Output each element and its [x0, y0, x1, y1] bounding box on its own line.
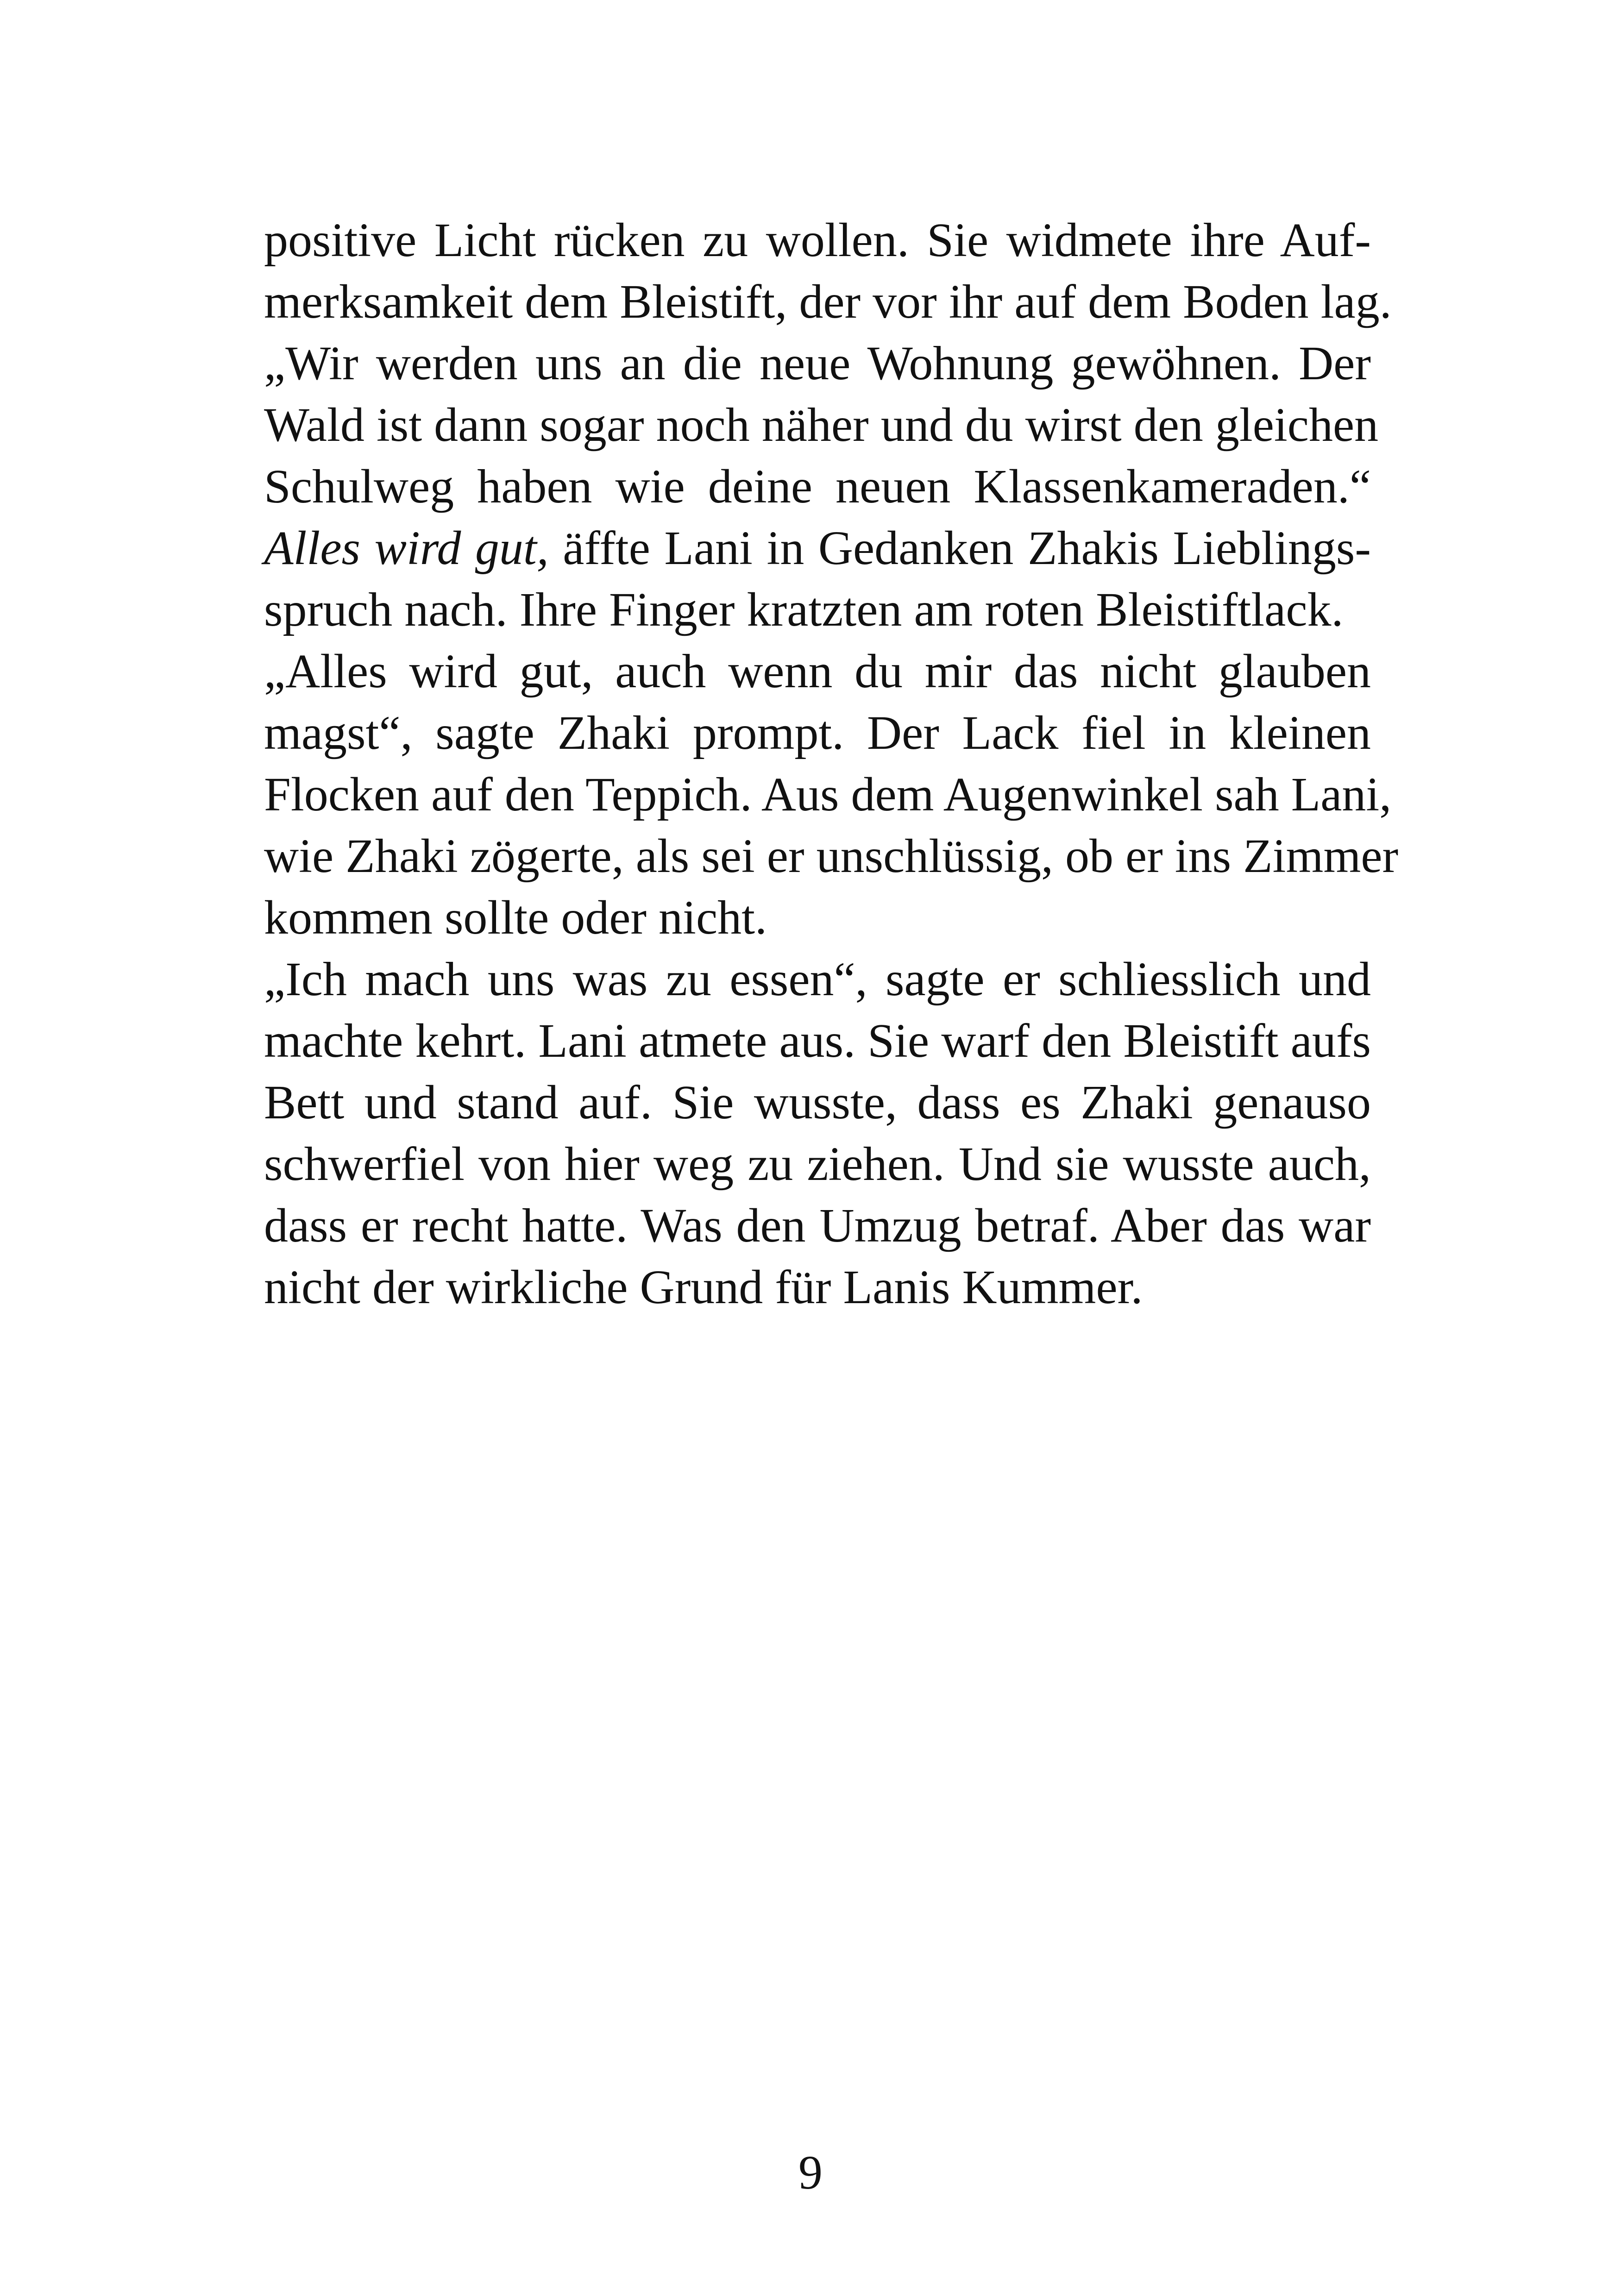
text-line: machte kehrt. Lani atmete aus. Sie warf den Bleistift aufs [264, 1014, 1371, 1067]
text-line: magst“, sagte Zhaki prompt. Der Lack fiel in kleinen [264, 706, 1371, 759]
text-line: Bett und stand auf. Sie wusste, dass es Zhaki genauso [264, 1076, 1371, 1129]
text-line: schwerfiel von hier weg zu ziehen. Und sie wusste auch, [264, 1137, 1371, 1191]
text-line: nicht der wirkliche Grund für Lanis Kummer. [264, 1261, 1143, 1314]
text-line-mixed [264, 517, 1371, 579]
page-number: 9 [798, 2146, 823, 2199]
text-line: „Alles wird gut, auch wenn du mir das nicht glauben [264, 645, 1371, 698]
text-line: „Ich mach uns was zu essen“, sagte er schliesslich und [264, 953, 1371, 1006]
text-line: Wald ist dann sogar noch näher und du wirst den gleichen [264, 398, 1379, 452]
body-text [264, 209, 1399, 1318]
text-line-rest: äffte Lani in Gedanken Zhakis Lieblings- [548, 521, 1371, 575]
text-line: „Wir werden uns an die neue Wohnung gewöhnen. Der [264, 337, 1371, 390]
text-line: positive Licht rücken zu wollen. Sie widmete ihre Auf- [264, 213, 1371, 267]
text-line: dass er recht hatte. Was den Umzug betraf. Aber das war [264, 1199, 1371, 1252]
text-line: merksamkeit dem Bleistift, der vor ihr auf dem Boden lag. [264, 275, 1392, 328]
text-line: Schulweg haben wie deine neuen Klassenkameraden.“ [264, 460, 1371, 513]
text-line: kommen sollte oder nicht. [264, 891, 767, 944]
text-line: wie Zhaki zögerte, als sei er unschlüssig, ob er ins Zimmer [264, 829, 1399, 883]
italic-phrase: Alles wird gut, [264, 521, 549, 575]
text-line: Flocken auf den Teppich. Aus dem Augenwinkel sah Lani, [264, 768, 1392, 821]
text-line: spruch nach. Ihre Finger kratzten am roten Bleistiftlack. [264, 583, 1344, 636]
